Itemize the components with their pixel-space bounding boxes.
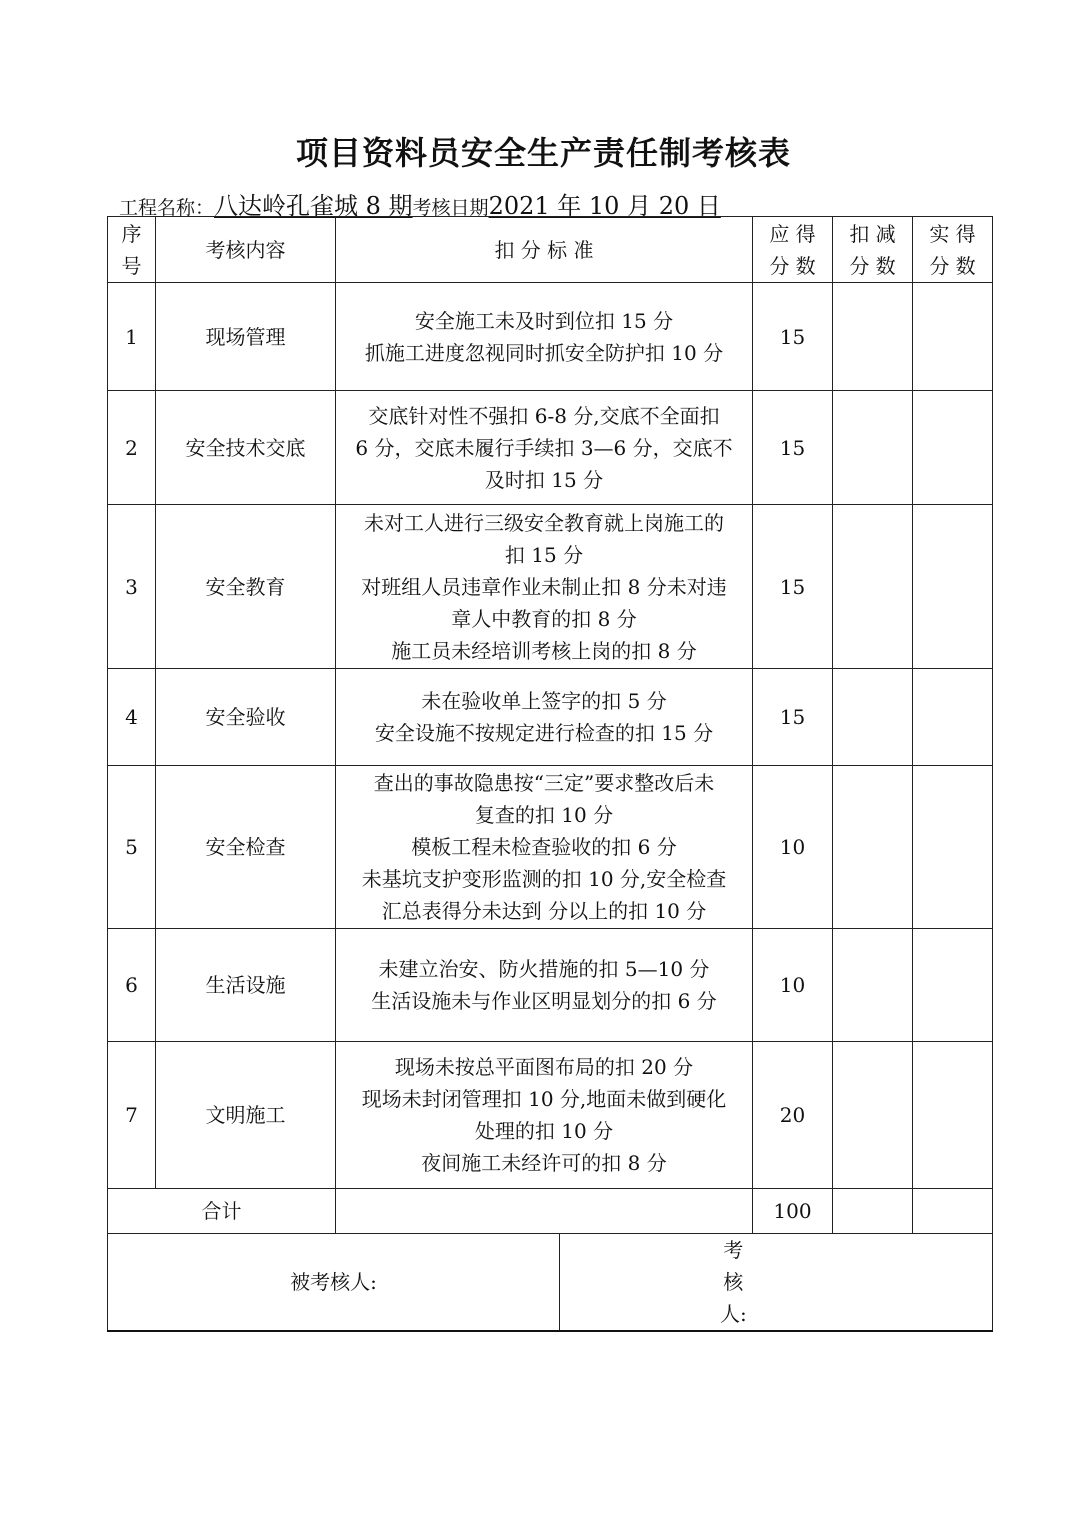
header-due-score: 应 得 分 数 [753,217,833,283]
row-criteria: 查出的事故隐患按“三定”要求整改后未 复查的扣 10 分 模板工程未检查验收的扣 6 分 未基坑支护变形监测的扣 10 分,安全检查 汇总表得分未达到 分以上的扣 10 分 [336,766,753,929]
row-deducted-score-cell[interactable] [833,391,913,505]
row-actual-score-cell[interactable] [913,766,993,929]
table-row [108,1042,993,1189]
header-deducted-score: 扣 减 分 数 [833,217,913,283]
header-criteria: 扣 分 标 准 [336,217,753,283]
total-row [108,1189,993,1234]
assessment-date-value: 2021 年 10 月 20 日 [488,192,721,220]
row-no: 7 [108,1042,156,1189]
row-content: 安全技术交底 [156,391,336,505]
row-due-score: 10 [753,766,833,929]
signature-cells [108,1234,753,1332]
row-no: 2 [108,391,156,505]
row-criteria: 未建立治安、防火措施的扣 5—10 分 生活设施未与作业区明显划分的扣 6 分 [336,929,753,1042]
assessment-date-label: 考核日期 [412,197,489,219]
row-content: 文明施工 [156,1042,336,1189]
row-due-score: 15 [753,283,833,391]
header-seq: 序 号 [108,217,156,283]
row-content: 安全检查 [156,766,336,929]
row-due-score: 15 [753,391,833,505]
row-no: 3 [108,505,156,669]
row-deducted-score-cell[interactable] [833,766,913,929]
table-header-row [108,217,993,283]
row-criteria: 未在验收单上签字的扣 5 分 安全设施不按规定进行检查的扣 15 分 [336,669,753,766]
table-row [108,283,993,391]
total-criteria-cell [336,1189,753,1234]
row-deducted-score-cell[interactable] [833,929,913,1042]
signature-row [108,1234,993,1332]
row-criteria: 交底针对性不强扣 6-8 分,交底不全面扣 6 分，交底未履行手续扣 3—6 分，交底不 及时扣 15 分 [336,391,753,505]
row-due-score: 15 [753,505,833,669]
row-due-score: 20 [753,1042,833,1189]
table-row [108,766,993,929]
assessment-table [107,216,993,1332]
signature-inner [108,1234,753,1330]
project-name-value: 八达岭孔雀城 8 期 [214,192,413,220]
header-content: 考核内容 [156,217,336,283]
row-no: 6 [108,929,156,1042]
examiner-signature-space[interactable] [753,1234,993,1332]
row-no: 4 [108,669,156,766]
table-row [108,929,993,1042]
row-actual-score-cell[interactable] [913,929,993,1042]
row-criteria: 现场未按总平面图布局的扣 20 分 现场未封闭管理扣 10 分,地面未做到硬化 处理的扣 10 分 夜间施工未经许可的扣 8 分 [336,1042,753,1189]
row-content: 安全教育 [156,505,336,669]
row-deducted-score-cell[interactable] [833,1042,913,1189]
examinee-label[interactable]: 被考核人: [108,1234,560,1330]
row-actual-score-cell[interactable] [913,391,993,505]
examiner-label[interactable]: 考核人: [720,1238,747,1326]
table-row [108,669,993,766]
total-actual-score-cell[interactable] [913,1189,993,1234]
row-no: 5 [108,766,156,929]
row-due-score: 10 [753,929,833,1042]
row-deducted-score-cell[interactable] [833,505,913,669]
row-actual-score-cell[interactable] [913,505,993,669]
row-deducted-score-cell[interactable] [833,669,913,766]
total-deducted-score-cell[interactable] [833,1189,913,1234]
row-due-score: 15 [753,669,833,766]
table-row [108,391,993,505]
total-due-score: 100 [753,1189,833,1234]
row-actual-score-cell[interactable] [913,669,993,766]
table-row [108,505,993,669]
total-label: 合计 [108,1189,336,1234]
header-actual-score: 实 得 分 数 [913,217,993,283]
row-actual-score-cell[interactable] [913,1042,993,1189]
row-criteria: 安全施工未及时到位扣 15 分 抓施工进度忽视同时抓安全防护扣 10 分 [336,283,753,391]
row-content: 生活设施 [156,929,336,1042]
row-no: 1 [108,283,156,391]
row-deducted-score-cell[interactable] [833,283,913,391]
project-name-label: 工程名称： [119,197,215,219]
row-actual-score-cell[interactable] [913,283,993,391]
row-content: 现场管理 [156,283,336,391]
row-content: 安全验收 [156,669,336,766]
page-title: 项目资料员安全生产责任制考核表 [295,134,791,172]
row-criteria: 未对工人进行三级安全教育就上岗施工的 扣 15 分 对班组人员违章作业未制止扣 8 分未对违 章人中教育的扣 8 分 施工员未经培训考核上岗的扣 8 分 [336,505,753,669]
